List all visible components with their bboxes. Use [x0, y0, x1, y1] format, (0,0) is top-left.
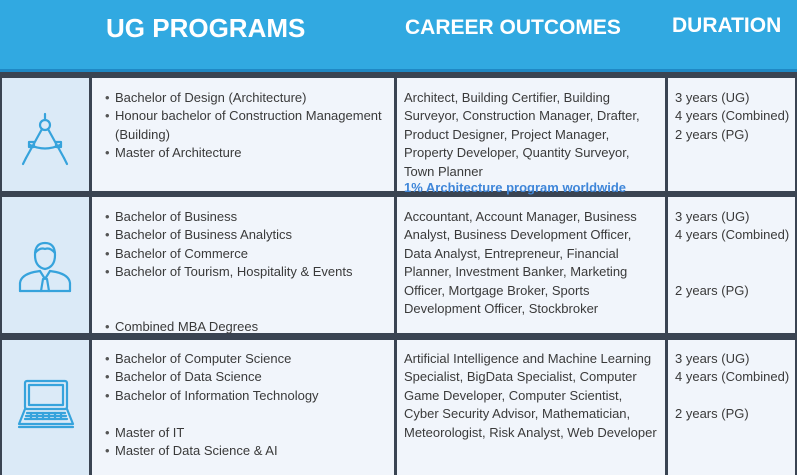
laptop-icon: [17, 378, 75, 430]
duration-item: 2 years (PG): [675, 406, 749, 422]
row-icon-cell: [2, 197, 89, 333]
duration-item: 4 years (Combined): [675, 227, 790, 243]
program-item: • Bachelor of Business Analytics: [105, 226, 382, 244]
header-careers: CAREER OUTCOMES: [405, 16, 621, 39]
overlay-caption: 1% Architecture program worldwide: [404, 180, 627, 195]
program-item: • Combined MBA Degrees: [105, 318, 382, 336]
row-icon-cell: [2, 78, 89, 191]
career-outcomes-text: Architect, Building Certifier, Building Surveyor, Construction Manager, Drafter, Product Designer, Project Manager, Property Developer, Quantity Surveyor, Town Planner: [404, 90, 640, 179]
duration-cell: [668, 197, 795, 333]
spacer: [105, 405, 382, 423]
careers-cell: [397, 340, 665, 475]
career-outcomes-text: Accountant, Account Manager, Business Analyst, Business Development Officer, Data Analyst, Entrepreneur, Financial Planner, Investment Banker, Marketing Officer, Mortgage Broker, Sports Development Officer, Stockbroker: [404, 209, 637, 317]
careers-cell: [397, 78, 665, 191]
program-item: • Master of Data Science & AI: [105, 442, 382, 460]
program-item: • Master of IT: [105, 424, 382, 442]
table-header: [0, 0, 797, 72]
program-item: • Honour bachelor of Construction Management (Building): [105, 107, 382, 144]
career-outcomes-text: Artificial Intelligence and Machine Learning Specialist, BigData Specialist, Computer Game Developer, Computer Scientist, Cyber Security Advisor, Mathematician, Meteorologist, Risk Analyst, Web Developer: [404, 351, 657, 440]
duration-item: 4 years (Combined): [675, 369, 790, 385]
header-duration: DURATION: [672, 14, 782, 37]
programs-cell: [92, 197, 394, 333]
careers-cell: [397, 197, 665, 333]
programs-cell: [92, 78, 394, 191]
program-item: • Bachelor of Business: [105, 208, 382, 226]
program-item: • Bachelor of Data Science: [105, 368, 382, 386]
duration-item: 2 years (PG): [675, 126, 749, 142]
duration-item: 2 years (PG): [675, 282, 749, 298]
duration-item: 3 years (UG): [675, 90, 750, 105]
compass-icon: [18, 112, 72, 166]
program-item: • Bachelor of Design (Architecture): [105, 89, 382, 107]
row-icon-cell: [2, 340, 89, 475]
header-programs: UG PROGRAMS: [106, 13, 306, 43]
duration-cell: [668, 78, 795, 191]
program-item: • Master of Architecture: [105, 144, 382, 162]
duration-cell: [668, 340, 795, 475]
program-item: • Bachelor of Commerce: [105, 245, 382, 263]
program-item: • Bachelor of Tourism, Hospitality & Events: [105, 263, 382, 281]
program-item: • Bachelor of Information Technology: [105, 387, 382, 405]
programs-cell: [92, 340, 394, 475]
duration-item: 3 years (UG): [675, 209, 750, 224]
duration-item: 4 years (Combined): [675, 108, 790, 124]
spacer: [105, 300, 382, 318]
businessman-icon: [16, 237, 74, 295]
duration-item: 3 years (UG): [675, 351, 750, 366]
spacer: [105, 282, 382, 300]
program-item: • Bachelor of Computer Science: [105, 350, 382, 368]
